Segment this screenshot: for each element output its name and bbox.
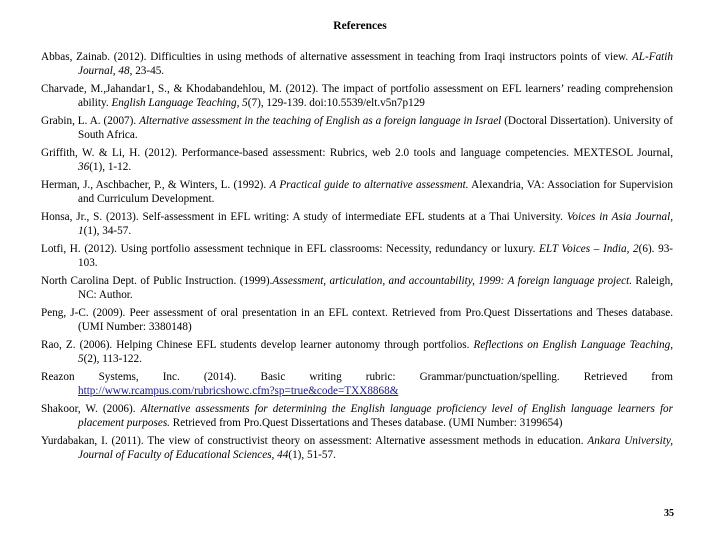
reference-italic-title: AL-Fatih Journal, 48 xyxy=(78,51,673,78)
reference-text: Abbas, Zainab. (2012). Difficulties in using methods of alternative assessment in teaching from Iraqi instructors points of view. xyxy=(41,51,632,63)
reference-list xyxy=(41,50,673,466)
reference-entry xyxy=(41,210,673,238)
reference-entry xyxy=(41,338,673,366)
reference-italic-title: Alternative assessments for determining the English language proficiency level of English language learners for placement purposes. xyxy=(78,403,673,430)
reference-italic-title: Voices in Asia Journal, 1 xyxy=(78,211,673,238)
reference-italic-title: A Practical guide to alternative assessment. xyxy=(269,179,469,191)
reference-text: Peng, J-C. (2009). Peer assessment of oral presentation in an EFL context. Retrieved from Pro.Quest Dissertations and Theses database. (UMI Number: 3380148) xyxy=(41,307,673,334)
reference-text-tail: (Doctoral Dissertation). University of South Africa. xyxy=(78,115,673,142)
reference-text: Charvade, M.,Jahandar1, S., & Khodabandehlou, M. (2012). The impact of portfolio assessment on EFL learners’ reading comprehension ability. xyxy=(41,83,673,110)
reference-italic-title: Alternative assessment in the teaching of English as a foreign language in Israel xyxy=(139,115,502,127)
reference-entry xyxy=(41,50,673,78)
reference-text-tail: , 23-45. xyxy=(129,65,165,78)
reference-text: Lotfi, H. (2012). Using portfolio assessment technique in EFL classrooms: Necessity, redundancy or luxury. xyxy=(41,243,540,255)
reference-entry xyxy=(41,82,673,110)
reference-entry xyxy=(41,370,673,398)
reference-text: Shakoor, W. (2006). xyxy=(41,403,141,415)
reference-text-tail: Raleigh, NC: Author. xyxy=(78,275,673,302)
reference-text: Yurdabakan, I. (2011). The view of constructivist theory on assessment: Alternative assessment methods in education. xyxy=(41,435,588,447)
reference-text-tail: (6). 93-103. xyxy=(78,243,674,270)
reference-entry xyxy=(41,114,673,142)
reference-entry xyxy=(41,434,673,462)
reference-italic-title: ELT Voices – India, 2 xyxy=(539,243,639,255)
reference-text-tail: (1), 34-57. xyxy=(83,225,132,238)
reference-entry xyxy=(41,402,673,430)
reference-text-tail: (1), 51-57. xyxy=(288,449,336,462)
reference-url-link[interactable]: http://www.rcampus.com/rubricshowc.cfm?sp=true&code=TXX8868& xyxy=(78,385,399,398)
references-heading: References xyxy=(333,20,387,32)
reference-italic-title: Reflections on English Language Teaching, 5 xyxy=(78,339,674,366)
page-number: 35 xyxy=(664,508,674,519)
reference-text-tail: (1), 1-12. xyxy=(89,161,132,174)
reference-text: Rao, Z. (2006). Helping Chinese EFL students develop learner autonomy through portfolios. xyxy=(41,339,474,351)
reference-text-tail: (2), 113-122. xyxy=(83,353,142,366)
reference-italic-title: Assessment, articulation, and accountability, 1999: A foreign language project. xyxy=(272,275,632,287)
reference-text: Grabin, L. A. (2007). xyxy=(41,115,140,127)
reference-italic-title: 36 xyxy=(78,161,90,174)
reference-italic-title: Ankara University, Journal of Faculty of Educational Sciences, 44 xyxy=(78,435,674,462)
reference-text: Griffith, W. & Li, H. (2012). Performance-based assessment: Rubrics, web 2.0 tools and language competencies. MEXTESOL Journal, xyxy=(41,147,673,159)
reference-text-tail: Retrieved from Pro.Quest Dissertations and Theses database. (UMI Number: 3199654) xyxy=(169,417,563,430)
reference-text: Reazon Systems, Inc. (2014). Basic writing rubric: Grammar/punctuation/spelling. Retrieved from xyxy=(41,371,673,383)
reference-text: North Carolina Dept. of Public Instruction. (1999). xyxy=(41,275,273,287)
reference-text-tail: (7), 129-139. doi:10.5539/elt.v5n7p129 xyxy=(247,97,425,110)
reference-entry xyxy=(41,274,673,302)
reference-text-tail: Alexandria, VA: Association for Supervision and Curriculum Development. xyxy=(78,179,673,206)
reference-text: Herman, J., Aschbacher, P., & Winters, L. (1992). xyxy=(41,179,270,191)
reference-italic-title: English Language Teaching, 5 xyxy=(111,97,248,110)
reference-text: Honsa, Jr., S. (2013). Self-assessment in EFL writing: A study of intermediate EFL students at a Thai University. xyxy=(41,211,567,223)
reference-entry xyxy=(41,146,673,174)
reference-entry xyxy=(41,306,673,334)
reference-entry xyxy=(41,242,673,270)
reference-entry xyxy=(41,178,673,206)
